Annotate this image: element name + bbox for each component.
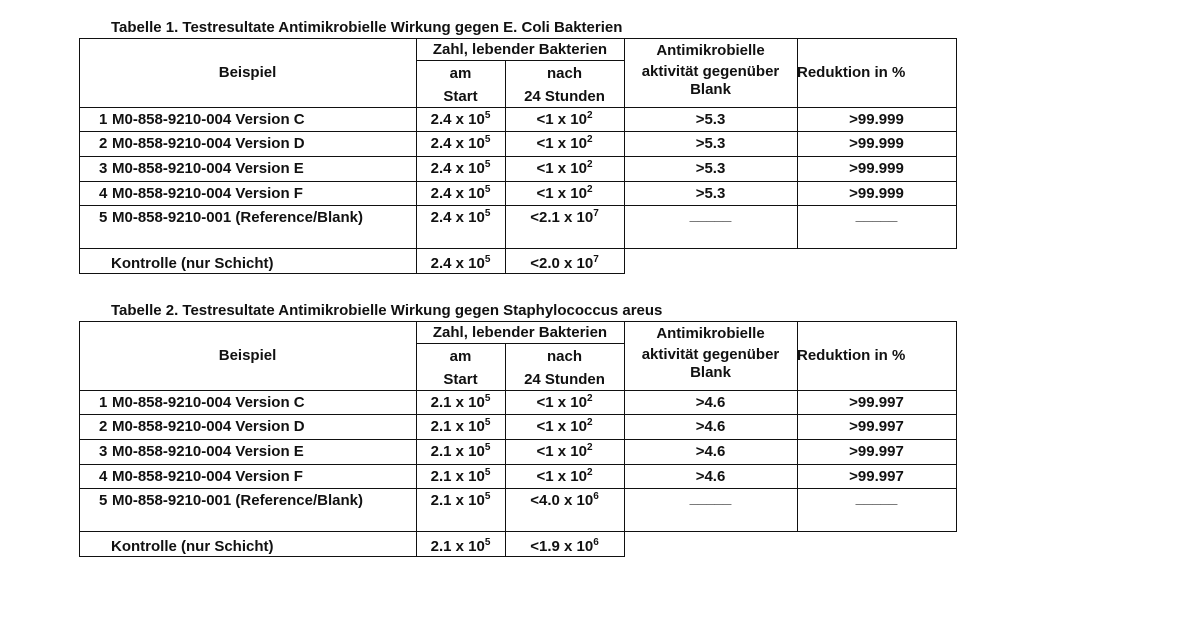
row-number: 5 xyxy=(99,492,108,509)
control-24h-count xyxy=(505,538,624,555)
row-reduction: _____ xyxy=(855,207,898,224)
control-start-count-exponent: 5 xyxy=(484,537,491,548)
table-rule xyxy=(79,531,957,532)
table-rule xyxy=(79,464,957,465)
row-24h-count-exponent: 2 xyxy=(586,467,593,478)
table-rule xyxy=(79,248,957,249)
header-beispiel: Beispiel xyxy=(218,347,277,364)
table-rule xyxy=(79,556,625,557)
row-number: 4 xyxy=(99,468,108,485)
header-stunden: 24 Stunden xyxy=(524,88,605,105)
row-example-name: M0-858-9210-004 Version D xyxy=(112,418,305,435)
row-reduction: >99.999 xyxy=(849,160,904,177)
row-example-name: M0-858-9210-004 Version F xyxy=(112,468,303,485)
row-24h-count xyxy=(505,418,624,435)
row-reduction: _____ xyxy=(855,490,898,507)
row-24h-count-base: <1 x 10 xyxy=(536,111,587,128)
control-start-count-base: 2.4 x 10 xyxy=(430,255,485,272)
row-activity: _____ xyxy=(689,207,732,224)
control-start-count xyxy=(416,538,505,555)
row-24h-count-base: <1 x 10 xyxy=(536,185,587,202)
row-start-count xyxy=(416,468,505,485)
row-start-count xyxy=(416,135,505,152)
row-24h-count xyxy=(505,160,624,177)
row-activity: >4.6 xyxy=(695,443,726,460)
row-start-count-base: 2.1 x 10 xyxy=(430,394,485,411)
control-start-count-base: 2.1 x 10 xyxy=(430,538,485,555)
row-activity: >5.3 xyxy=(695,135,726,152)
header-am: am xyxy=(449,348,472,365)
table-rule xyxy=(79,321,957,322)
header-aktivitaet-1: Antimikrobielle xyxy=(656,42,765,59)
row-start-count-base: 2.1 x 10 xyxy=(430,468,485,485)
row-start-count xyxy=(416,443,505,460)
table-rule xyxy=(79,414,957,415)
header-start: Start xyxy=(443,371,478,388)
row-start-count-base: 2.4 x 10 xyxy=(430,111,485,128)
row-start-count-base: 2.1 x 10 xyxy=(430,492,485,509)
table-rule xyxy=(416,60,625,61)
table-rule xyxy=(79,107,957,108)
row-activity: >5.3 xyxy=(695,111,726,128)
header-zahl: Zahl, lebender Bakterien xyxy=(432,324,608,341)
row-24h-count-exponent: 6 xyxy=(593,491,599,502)
row-activity: >4.6 xyxy=(695,468,726,485)
row-example-name: M0-858-9210-004 Version C xyxy=(112,394,305,411)
header-reduktion: Reduktion in % xyxy=(797,64,906,81)
row-24h-count-base: <1 x 10 xyxy=(536,468,587,485)
header-aktivitaet-3: Blank xyxy=(690,81,731,98)
row-start-count-exponent: 5 xyxy=(484,159,491,170)
row-24h-count-exponent: 2 xyxy=(586,442,593,453)
row-start-count xyxy=(416,185,505,202)
header-start: Start xyxy=(443,88,478,105)
row-number: 1 xyxy=(99,111,108,128)
table-rule xyxy=(79,439,957,440)
table-caption: Tabelle 2. Testresultate Antimikrobielle Wirkung gegen Staphylococcus areus xyxy=(111,302,663,319)
row-start-count-exponent: 5 xyxy=(484,491,491,502)
row-example-name: M0-858-9210-004 Version F xyxy=(112,185,303,202)
header-nach: nach xyxy=(546,348,582,365)
row-24h-count-exponent: 2 xyxy=(586,110,593,121)
table-rule xyxy=(79,38,957,39)
table-rule xyxy=(79,181,957,182)
row-24h-count-base: <1 x 10 xyxy=(536,160,587,177)
row-number: 2 xyxy=(99,418,108,435)
row-24h-count-exponent: 2 xyxy=(586,393,593,404)
row-start-count xyxy=(416,394,505,411)
row-24h-count xyxy=(505,185,624,202)
control-start-count xyxy=(416,255,505,272)
header-aktivitaet-2: aktivität gegenüber xyxy=(641,346,780,363)
table-rule xyxy=(416,343,625,344)
control-24h-count-base: <2.0 x 10 xyxy=(530,255,594,272)
row-24h-count-exponent: 2 xyxy=(586,134,593,145)
control-24h-count-exponent: 7 xyxy=(593,254,599,265)
table-rule xyxy=(79,156,957,157)
row-start-count-exponent: 5 xyxy=(484,442,491,453)
table-rule xyxy=(79,488,957,489)
control-24h-count xyxy=(505,255,624,272)
row-reduction: >99.997 xyxy=(849,443,904,460)
row-start-count-exponent: 5 xyxy=(484,417,491,428)
row-start-count-base: 2.4 x 10 xyxy=(430,160,485,177)
row-start-count xyxy=(416,418,505,435)
row-24h-count xyxy=(505,209,624,226)
header-beispiel: Beispiel xyxy=(218,64,277,81)
table-rule xyxy=(79,390,957,391)
control-start-count-exponent: 5 xyxy=(484,254,491,265)
header-nach: nach xyxy=(546,65,582,82)
row-reduction: >99.999 xyxy=(849,135,904,152)
row-number: 2 xyxy=(99,135,108,152)
table-rule xyxy=(79,205,957,206)
header-am: am xyxy=(449,65,472,82)
row-start-count-exponent: 5 xyxy=(484,110,491,121)
header-reduktion: Reduktion in % xyxy=(797,347,906,364)
header-zahl: Zahl, lebender Bakterien xyxy=(432,41,608,58)
row-reduction: >99.999 xyxy=(849,185,904,202)
row-start-count-exponent: 5 xyxy=(484,184,491,195)
row-reduction: >99.997 xyxy=(849,468,904,485)
row-start-count-exponent: 5 xyxy=(484,208,491,219)
row-start-count xyxy=(416,209,505,226)
row-start-count-exponent: 5 xyxy=(484,393,491,404)
header-aktivitaet-3: Blank xyxy=(690,364,731,381)
header-stunden: 24 Stunden xyxy=(524,371,605,388)
row-example-name: M0-858-9210-004 Version E xyxy=(112,160,304,177)
row-start-count xyxy=(416,111,505,128)
row-24h-count xyxy=(505,468,624,485)
header-aktivitaet-1: Antimikrobielle xyxy=(656,325,765,342)
row-24h-count-exponent: 2 xyxy=(586,417,593,428)
row-24h-count-exponent: 2 xyxy=(586,159,593,170)
row-24h-count-base: <2.1 x 10 xyxy=(530,209,594,226)
row-24h-count-base: <1 x 10 xyxy=(536,443,587,460)
row-start-count-base: 2.1 x 10 xyxy=(430,418,485,435)
row-24h-count xyxy=(505,492,624,509)
row-start-count-exponent: 5 xyxy=(484,134,491,145)
row-example-name: M0-858-9210-004 Version D xyxy=(112,135,305,152)
row-activity: >4.6 xyxy=(695,418,726,435)
row-24h-count-exponent: 2 xyxy=(586,184,593,195)
row-example-name: M0-858-9210-001 (Reference/Blank) xyxy=(112,492,363,509)
row-number: 5 xyxy=(99,209,108,226)
row-number: 4 xyxy=(99,185,108,202)
row-24h-count-base: <1 x 10 xyxy=(536,418,587,435)
row-24h-count xyxy=(505,111,624,128)
row-24h-count xyxy=(505,135,624,152)
row-number: 1 xyxy=(99,394,108,411)
row-start-count-base: 2.4 x 10 xyxy=(430,209,485,226)
row-example-name: M0-858-9210-004 Version E xyxy=(112,443,304,460)
row-start-count-base: 2.4 x 10 xyxy=(430,135,485,152)
row-activity: _____ xyxy=(689,490,732,507)
row-24h-count-base: <1 x 10 xyxy=(536,394,587,411)
row-start-count-base: 2.1 x 10 xyxy=(430,443,485,460)
row-example-name: M0-858-9210-004 Version C xyxy=(112,111,305,128)
control-24h-count-exponent: 6 xyxy=(593,537,599,548)
table-caption: Tabelle 1. Testresultate Antimikrobielle Wirkung gegen E. Coli Bakterien xyxy=(111,19,623,36)
row-start-count xyxy=(416,492,505,509)
row-24h-count-base: <1 x 10 xyxy=(536,135,587,152)
control-name: Kontrolle (nur Schicht) xyxy=(111,255,274,272)
row-reduction: >99.997 xyxy=(849,418,904,435)
row-reduction: >99.997 xyxy=(849,394,904,411)
row-24h-count-base: <4.0 x 10 xyxy=(530,492,594,509)
row-24h-count xyxy=(505,394,624,411)
control-name: Kontrolle (nur Schicht) xyxy=(111,538,274,555)
row-start-count xyxy=(416,160,505,177)
row-activity: >5.3 xyxy=(695,185,726,202)
row-24h-count-exponent: 7 xyxy=(593,208,599,219)
row-24h-count xyxy=(505,443,624,460)
row-activity: >4.6 xyxy=(695,394,726,411)
row-start-count-exponent: 5 xyxy=(484,467,491,478)
row-number: 3 xyxy=(99,160,108,177)
row-activity: >5.3 xyxy=(695,160,726,177)
row-number: 3 xyxy=(99,443,108,460)
table-rule xyxy=(79,131,957,132)
row-start-count-base: 2.4 x 10 xyxy=(430,185,485,202)
table-rule xyxy=(79,273,625,274)
header-aktivitaet-2: aktivität gegenüber xyxy=(641,63,780,80)
row-example-name: M0-858-9210-001 (Reference/Blank) xyxy=(112,209,363,226)
control-24h-count-base: <1.9 x 10 xyxy=(530,538,594,555)
row-reduction: >99.999 xyxy=(849,111,904,128)
